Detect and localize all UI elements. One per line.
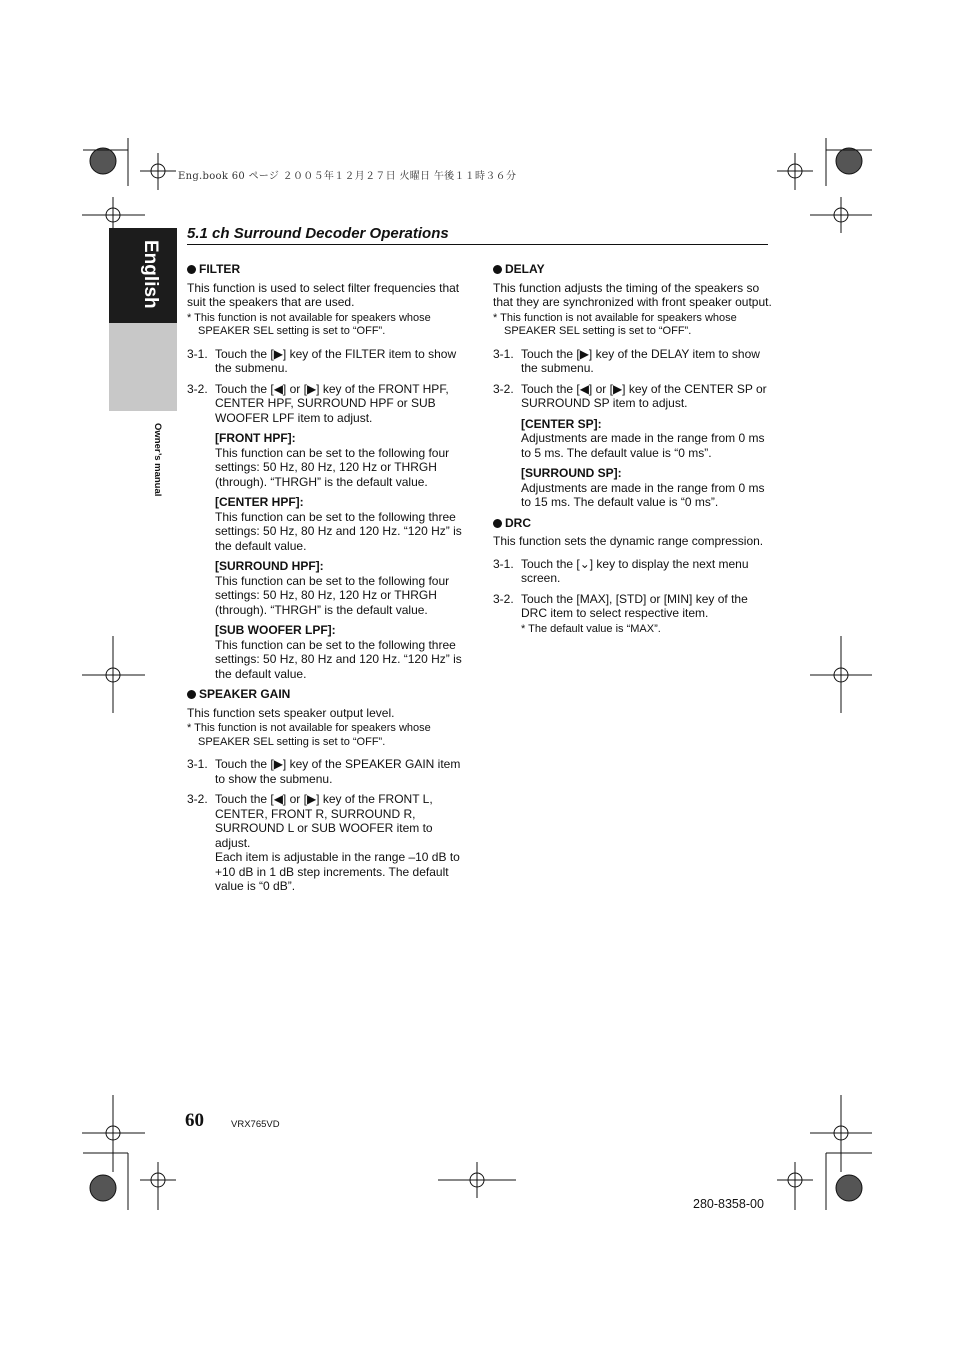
sub-woofer-lpf-title: [SUB WOOFER LPF]: [215, 623, 336, 637]
delay-step-1: 3-1. Touch the [▶] key of the DELAY item to show the submenu. [493, 346, 760, 375]
speaker-gain-range-text: Each item is adjustable in the range –10 dB to +10 dB in 1 dB step increments. The default value is “0 dB”. [215, 850, 460, 893]
center-hpf-title: [CENTER HPF]: [215, 495, 304, 509]
drc-intro: This function sets the dynamic range compression. [493, 534, 764, 548]
surround-sp-block [493, 466, 773, 510]
delay-step-2: 3-2. Touch the [◀] or [▶] key of the CENTER SP or SURROUND SP item to adjust. [493, 381, 767, 410]
front-hpf-title: [FRONT HPF]: [215, 431, 296, 445]
front-hpf-text: This function can be set to the following four settings: 50 Hz, 80 Hz, 120 Hz or THRGH (through). “THRGH” is the default value. [215, 445, 450, 489]
center-hpf-block [187, 495, 467, 553]
bullet-icon [187, 690, 196, 699]
bullet-icon [493, 265, 502, 274]
delay-intro: This function adjusts the timing of the speakers so that they are synchronized with front speaker output. [493, 280, 772, 309]
sub-woofer-lpf-block [187, 623, 467, 681]
page-number: 60 [185, 1110, 204, 1131]
center-hpf-text: This function can be set to the following three settings: 50 Hz, 80 Hz and 120 Hz. “120 Hz” is the default value. [215, 509, 462, 553]
tab-owners-manual-label: Owner’s manual [152, 423, 163, 497]
model-number: VRX765VD [231, 1119, 280, 1130]
drc-heading: DRC [493, 516, 773, 531]
surround-sp-title: [SURROUND SP]: [521, 466, 622, 480]
tab-language-label: English [140, 240, 161, 309]
speaker-gain-note: * This function is not available for speakers whose SPEAKER SEL setting is set to “OFF”. [187, 722, 431, 748]
surround-sp-text: Adjustments are made in the range from 0 ms to 15 ms. The default value is “0 ms”. [521, 480, 765, 509]
center-sp-title: [CENTER SP]: [521, 416, 602, 431]
language-tab [109, 228, 177, 497]
bullet-icon [493, 519, 502, 528]
speaker-gain-heading: SPEAKER GAIN [187, 687, 467, 702]
surround-hpf-title: [SURROUND HPF]: [215, 559, 324, 573]
filter-heading: FILTER [187, 262, 467, 277]
speaker-gain-step-2: 3-2. Touch the [◀] or [▶] key of the FRONT L, CENTER, FRONT R, SURROUND R, SURROUND L or SUB WOOFER item to adjust. Each item is adjustable in the range –10 dB to +10 dB in 1 dB step increments. The default value is “0 dB”. [187, 792, 460, 893]
speaker-gain-intro: This function sets speaker output level. [187, 705, 395, 720]
speaker-gain-step-1: 3-1. Touch the [▶] key of the SPEAKER GAIN item to show the submenu. [187, 757, 461, 786]
right-column [493, 262, 773, 642]
filter-note: * This function is not available for speakers whose SPEAKER SEL setting is set to “OFF”. [187, 311, 431, 337]
delay-note: * This function is not available for speakers whose SPEAKER SEL setting is set to “OFF”. [493, 311, 737, 337]
left-column [187, 262, 467, 900]
front-hpf-block [187, 431, 467, 489]
print-metadata: Eng.book 60 ページ ２００５年１２月２７日 火曜日 午後１１時３６分 [178, 171, 517, 182]
filter-step-1: 3-1. Touch the [▶] key of the FILTER item to show the submenu. [187, 346, 457, 375]
surround-hpf-text: This function can be set to the following four settings: 50 Hz, 80 Hz, 120 Hz or THRGH (through). “THRGH” is the default value. [215, 573, 450, 617]
delay-heading: DELAY [493, 262, 773, 277]
filter-intro: This function is used to select filter frequencies that suit the speakers that are used. [187, 280, 460, 309]
filter-step-2: 3-2. Touch the [◀] or [▶] key of the FRONT HPF, CENTER HPF, SURROUND HPF or SUB WOOFER LPF item to adjust. [187, 381, 449, 425]
drc-step-2: 3-2. Touch the [MAX], [STD] or [MIN] key of the DRC item to select respective item. [493, 591, 748, 620]
part-number: 280-8358-00 [693, 1197, 764, 1211]
center-sp-text: Adjustments are made in the range from 0 ms to 5 ms. The default value is “0 ms”. [521, 431, 765, 460]
surround-hpf-block [187, 559, 467, 617]
section-title: 5.1 ch Surround Decoder Operations [187, 225, 768, 245]
drc-step-1: 3-1. Touch the [⌄] key to display the next menu screen. [493, 556, 749, 585]
center-sp-block [493, 417, 773, 461]
sub-woofer-lpf-text: This function can be set to the following three settings: 50 Hz, 80 Hz and 120 Hz. “120 Hz” is the default value. [215, 637, 462, 681]
drc-note: * The default value is “MAX”. [521, 622, 661, 635]
bullet-icon [187, 265, 196, 274]
